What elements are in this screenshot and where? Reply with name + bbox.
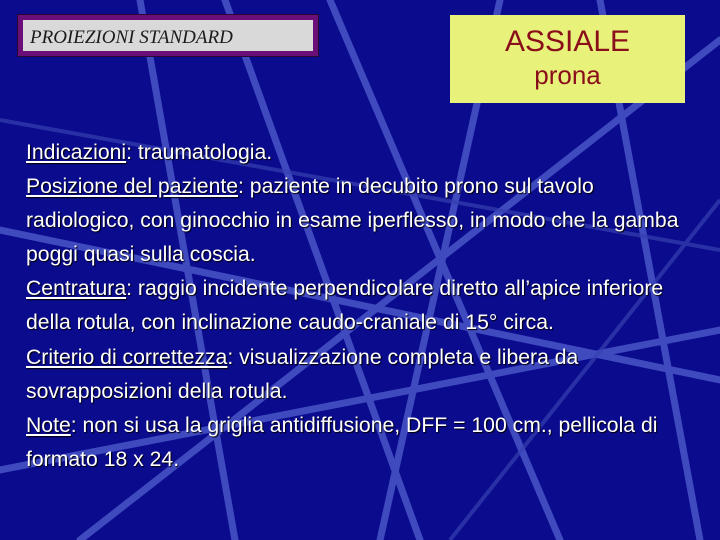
section-title-box [18,15,318,56]
section-title: PROIEZIONI STANDARD [30,27,233,48]
item-centratura [26,272,702,340]
item-text: : paziente in decubito prono sul tavolo radiologico, con ginocchio in esame iperflesso, in modo che la gamba poggi quasi sulla coscia. [26,175,679,267]
view-subtitle: prona [534,60,601,90]
item-label: Indicazioni [26,141,127,164]
item-label: Posizione del paziente [26,175,239,199]
item-label: Note [26,413,71,437]
item-text: : raggio incidente perpendicolare diretto all’apice inferiore della rotula, con inclinazione caudo-craniale di 15° circa. [26,277,664,335]
view-title: ASSIALE [504,25,631,58]
item-criterio [26,341,702,409]
item-text: : traumatologia. [126,141,273,164]
view-title-box [450,15,685,103]
content-body [26,136,702,477]
item-text: : visualizzazione completa e libera da sovrapposizioni della rotula. [26,345,579,403]
item-label: Criterio di correttezza [26,345,228,369]
item-indicazioni [26,136,702,170]
item-posizione [26,170,702,272]
item-label: Centratura [26,277,127,301]
item-note [26,409,702,477]
item-text: : non si usa la griglia antidiffusione, DFF = 100 cm., pellicola di formato 18 x 24. [26,413,658,471]
